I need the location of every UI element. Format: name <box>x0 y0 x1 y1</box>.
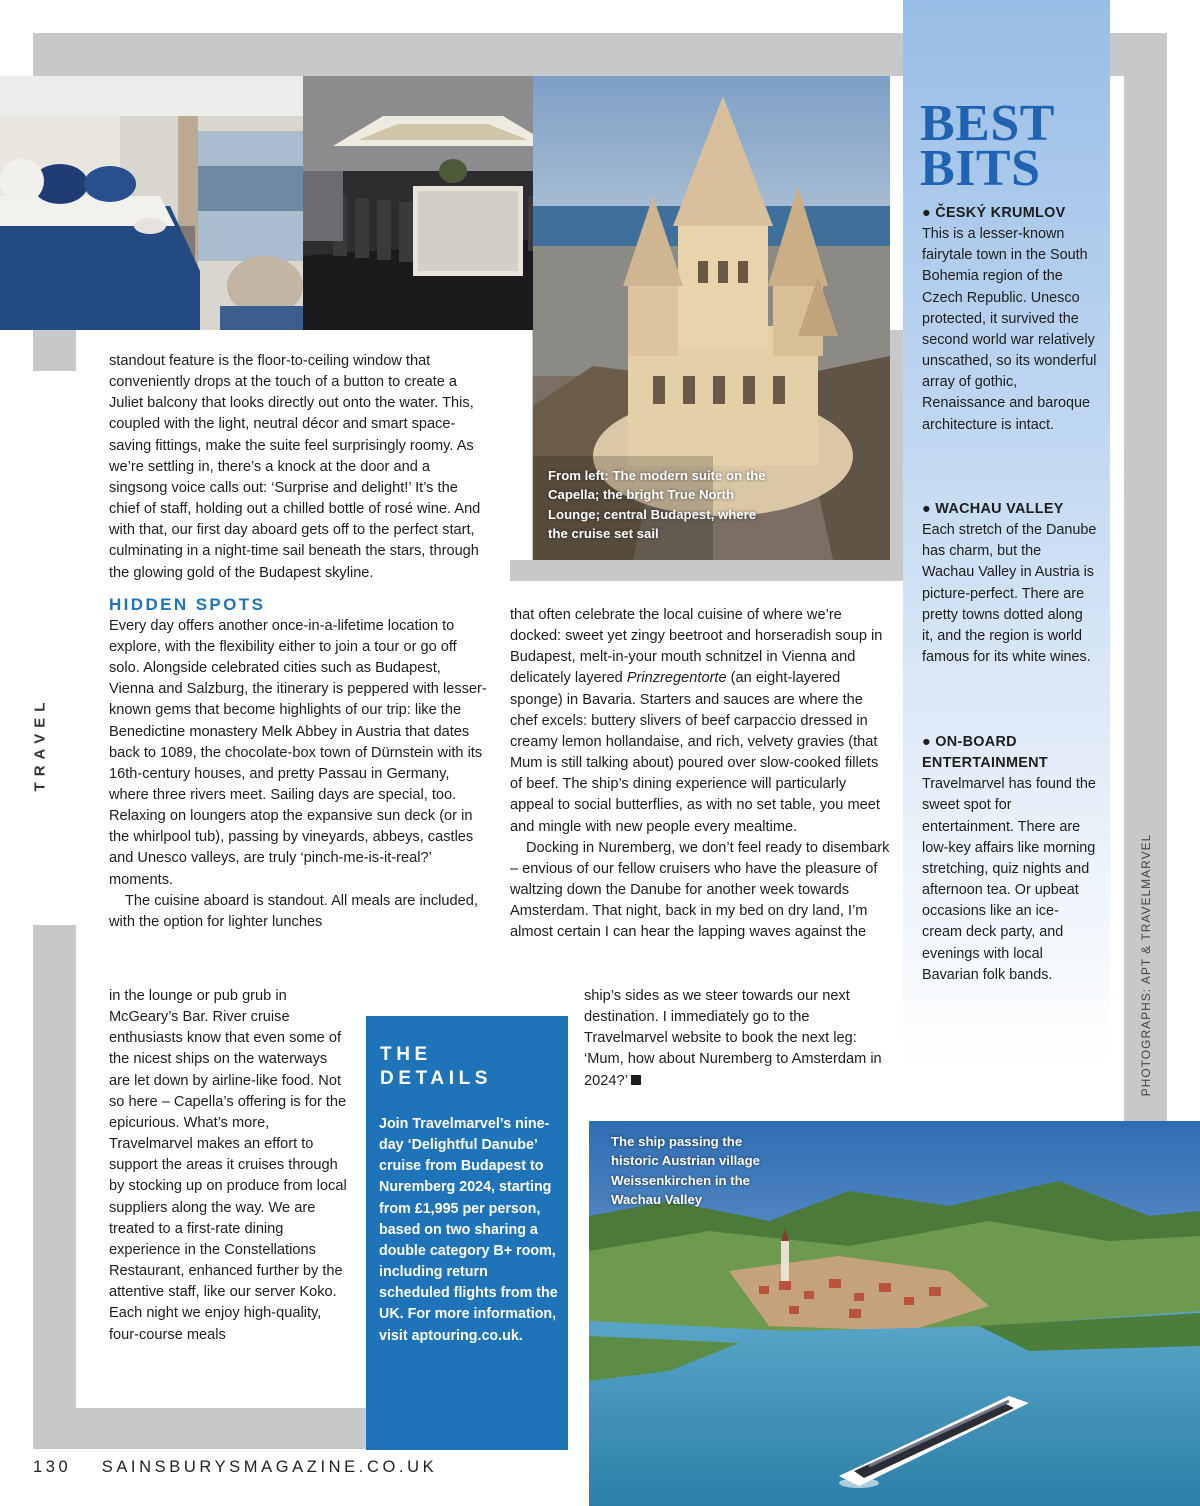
best-bits-item-heading: ● WACHAU VALLEY <box>922 501 1064 517</box>
best-bits-item-1 <box>922 203 1097 436</box>
best-bits-item-text: Travelmarvel has found the sweet spot for entertainment. There are low-key affairs like morning stretching, quiz nights and afternoon tea. Or upbeat occasions like an ice-cream deck party, and evenings with local Bavarian folk bands. <box>922 776 1096 983</box>
article-paragraph: in the lounge or pub grub in McGeary’s Bar. River cruise enthusiasts know that even some of the nicest ships on the waterways are let down by airline-like food. Not so here – Capella’s offering is for the epicurious. What’s more, Travelmarvel makes an effort to support the areas it cruises through by stocking up on produce from local suppliers along the way. We are treated to a first-rate dining experience in the Constellations Restaurant, enhanced further by the attentive staff, like our server Koko. Each night we enjoy high-quality, four-course meals <box>109 988 347 1343</box>
details-title-line2: DETAILS <box>380 1068 493 1089</box>
best-bits-item-text: Each stretch of the Danube has charm, but the Wachau Valley in Austria is picture-perfect. There are pretty towns dotted along it, and the region is world famous for its white wines. <box>922 522 1097 666</box>
subhead-hidden-spots: HIDDEN SPOTS <box>109 594 266 614</box>
caption-top: From left: The modern suite on the Capella; the bright True North Lounge; central Budapest, where the cruise set sail <box>548 468 766 541</box>
article-paragraph: ship’s sides as we steer towards our next destination. I immediately go to the Travelmarvel website to book the next leg: ‘Mum, how about Nuremberg to Amsterdam in 2024?’ <box>584 988 882 1089</box>
article-paragraph: that often celebrate the local cuisine of where we’re docked: sweet yet zingy beetroot and horseradish soup in Budapest, melt-in-your mouth schnitzel in Vienna and delicately layered Prinzregentorte (an eight-layered sponge) in Bavaria. Starters and sauces are where the chef excels: buttery slivers of beef carpaccio dressed in creamy lemon hollandaise, and rich, velvety gravies (that Mum is still talking about) poured over slow-cooked fillets of beef. The ship’s dining experience will particularly appeal to social butterflies, as with no set table, you meet and mingle with new people every mealtime. <box>510 607 883 835</box>
section-label: TRAVEL <box>31 696 49 792</box>
frame-left-lower <box>33 925 76 1445</box>
best-bits-item-3 <box>922 732 1097 986</box>
best-bits-item-heading: ● ON-BOARD ENTERTAINMENT <box>922 734 1048 772</box>
best-bits-item-heading: ● ČESKÝ KRUMLOV <box>922 205 1066 221</box>
best-bits-item-text: This is a lesser-known fairytale town in the South Bohemia region of the Czech Republic. Unesco protected, it survived the second world war relatively unscathed, so its wonderful array of gothic, Renaissance and baroque architecture is intact. <box>922 226 1097 433</box>
frame-bottom-left <box>33 1408 367 1449</box>
article-column-2-end <box>584 986 884 1092</box>
best-bits-title-line2: BITS <box>920 140 1041 197</box>
article-paragraph: Every day offers another once-in-a-lifetime location to explore, with the flexibility either to join a tour or go off solo. Alongside celebrated cities such as Budapest, Vienna and Salzburg, the itinerary is peppered with lesser-known gems that become highlights of our trip: like the Benedictine monastery Melk Abbey in Austria that dates back to 1089, the chocolate-box town of Dürnstein with its 16th-century houses, and pretty Passau in Germany, where three rivers meet. Sailing days are special, too. Relaxing on loungers atop the expansive sun deck (or in the whirlpool tub), passing by vineyards, abbeys, castles and Unesco valleys, are truly ‘pinch-me-is-it-real?’ moments. <box>109 617 487 888</box>
magazine-site: SAINSBURYSMAGAZINE.CO.UK <box>101 1458 438 1476</box>
photo-suite <box>0 76 303 330</box>
best-bits-title-line1: BEST <box>920 95 1055 152</box>
article-paragraph: The cuisine aboard is standout. All meals are included, with the option for lighter lunches <box>109 892 478 930</box>
end-mark <box>631 1075 641 1085</box>
article-paragraph: Docking in Nuremberg, we don’t feel ready to disembark – envious of our fellow cruisers who have the pleasure of waltzing down the Danube for another week towards Amsterdam. That night, back in my bed on dry land, I’m almost certain I can hear the lapping waves against the <box>510 839 890 941</box>
italic-dessert-name: Prinzregentorte <box>626 670 727 687</box>
details-title-line1: THE <box>380 1044 432 1065</box>
page-number: 130 <box>33 1458 72 1476</box>
details-title <box>380 1043 492 1091</box>
article-column-2 <box>510 605 890 944</box>
photo-credit: PHOTOGRAPHS: APT & TRAVELMARVEL <box>1139 833 1153 1097</box>
page-footer <box>33 1458 437 1477</box>
article-column-1-narrow <box>109 986 347 1346</box>
best-bits-item-2 <box>922 499 1097 668</box>
best-bits-title <box>920 95 1100 197</box>
caption-bottom: The ship passing the historic Austrian village Weissenkirchen in the Wachau Valley <box>611 1134 761 1207</box>
frame-mid-band-inner <box>510 330 532 560</box>
details-text: Join Travelmarvel’s nine-day ‘Delightful Danube’ cruise from Budapest to Nuremberg 2024, starting from £1,995 per person, based on two sharing a double category B+ room, including return scheduled flights from the UK. For more information, visit aptouring.co.uk. <box>379 1116 558 1344</box>
article-column-1 <box>109 351 487 933</box>
article-paragraph: standout feature is the floor-to-ceiling window that conveniently drops at the touch of a button to create a Juliet balcony that looks directly out onto the water. This, coupled with the light, neutral décor and smart space-saving fittings, make the suite feel surprisingly roomy. As we’re settling in, there’s a knock at the door and a singsong voice calls out: ‘Surprise and delight!’ It’s the chief of staff, holding out a chilled bottle of rosé wine. And with that, our first day aboard gets off to the perfect start, culminating in a night-time sail beneath the stars, through the glowing gold of the Budapest skyline. <box>109 353 481 581</box>
